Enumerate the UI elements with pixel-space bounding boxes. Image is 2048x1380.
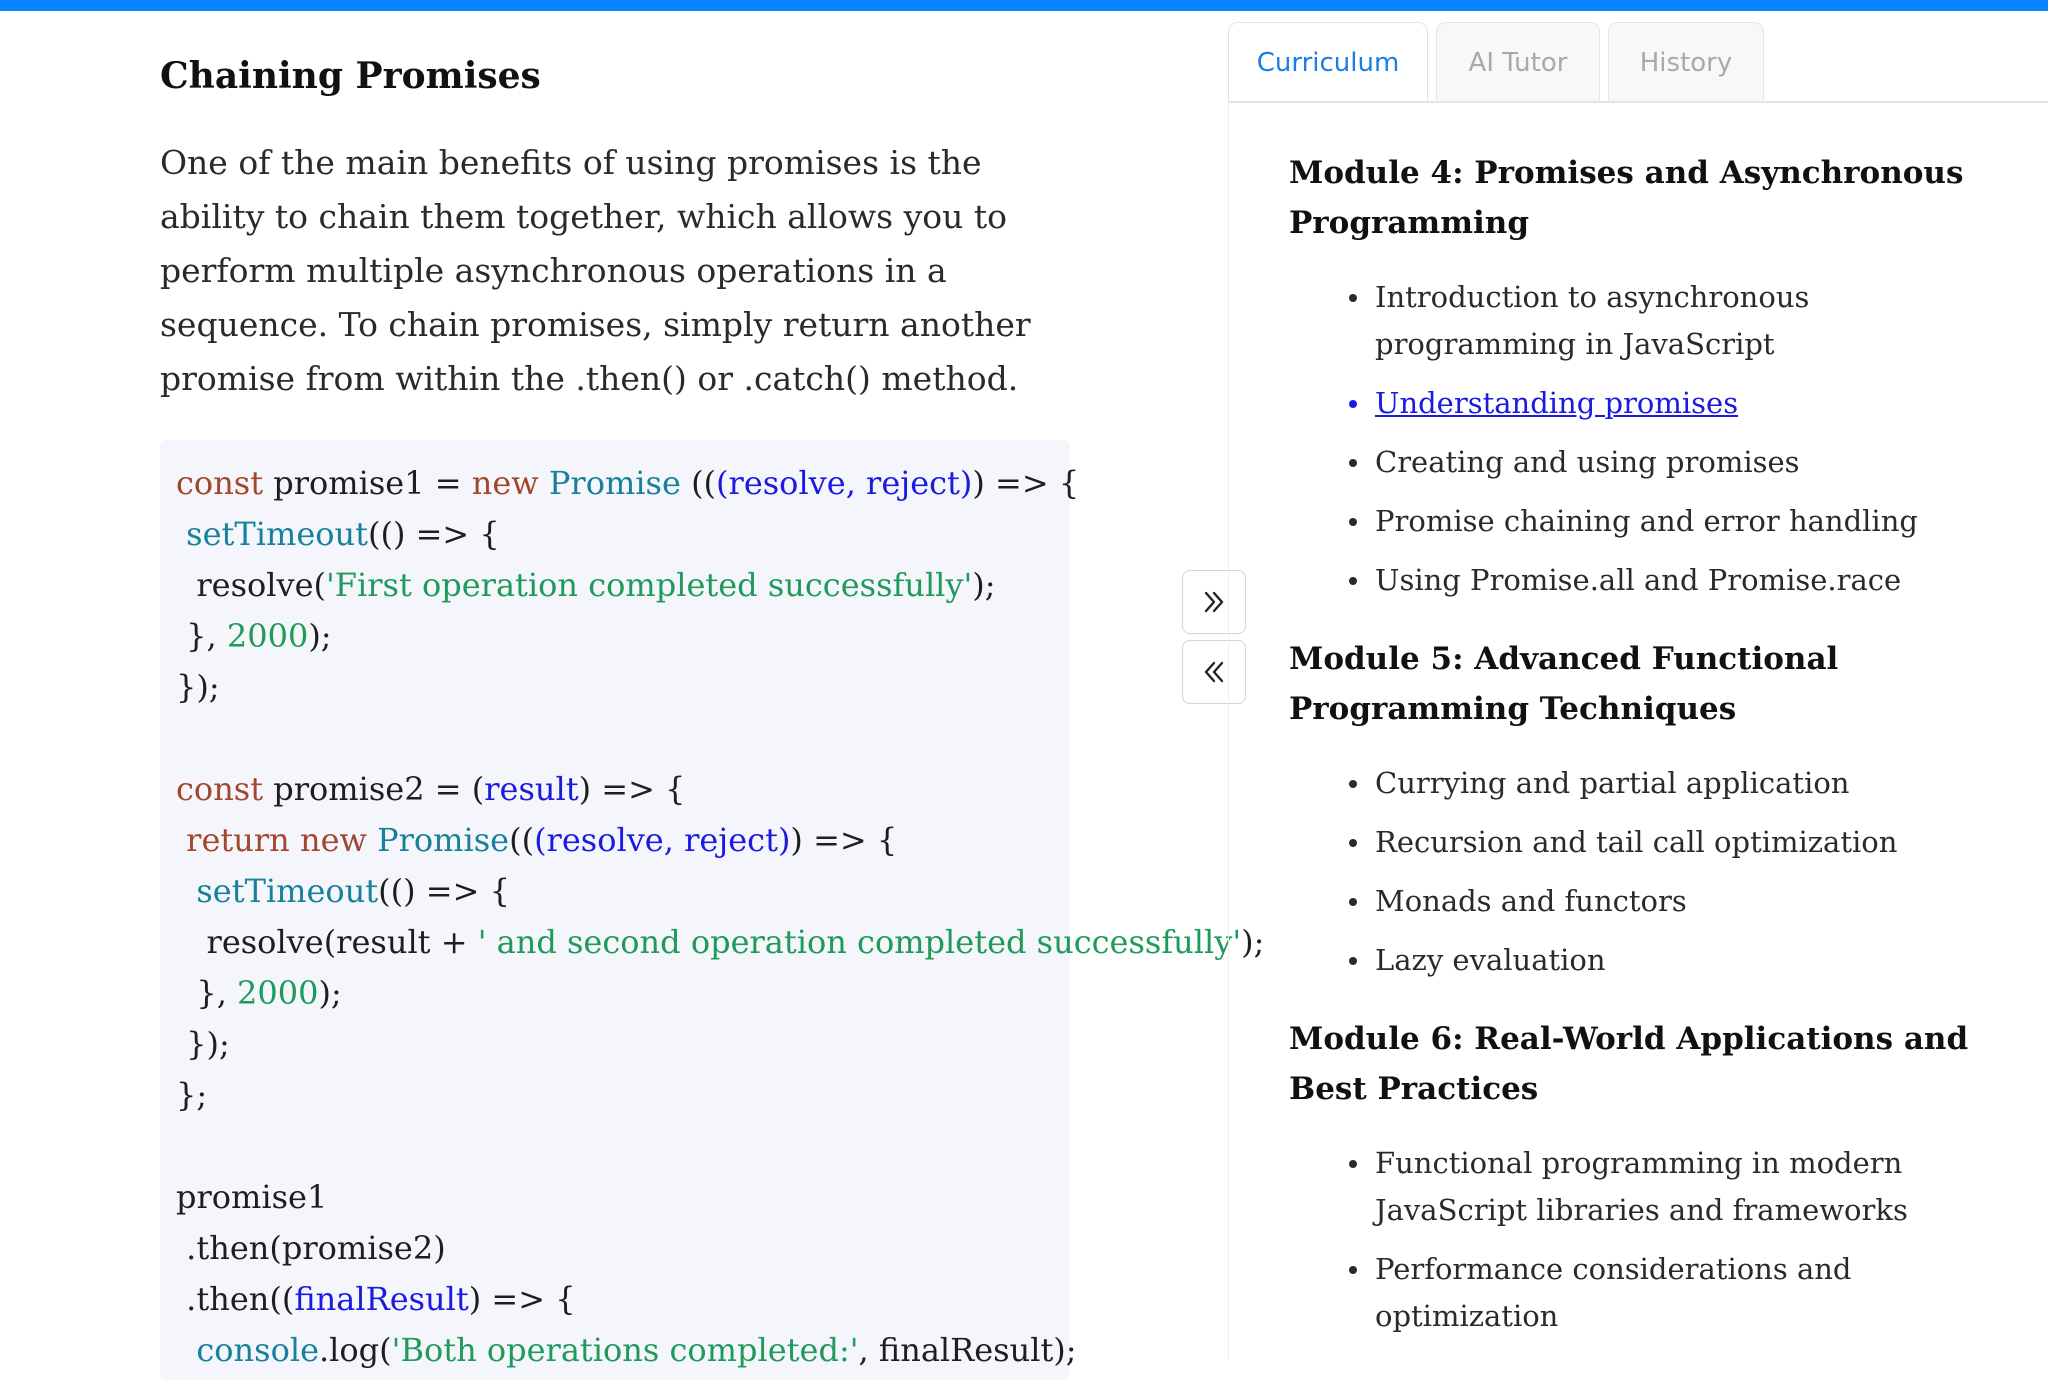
- code-line: const promise2 = (result) => {: [176, 770, 686, 808]
- lesson-item[interactable]: Introduction to asynchronous programming in JavaScript: [1349, 274, 1964, 368]
- module-lessons: [1349, 274, 2048, 604]
- code-line: }, 2000);: [196, 974, 342, 1012]
- lesson-item[interactable]: Creating and using promises: [1349, 439, 1964, 486]
- lesson-item[interactable]: Recursion and tail call optimization: [1349, 819, 1964, 866]
- code-line: [176, 713, 1070, 764]
- tab-curriculum[interactable]: Curriculum: [1228, 22, 1428, 102]
- code-line: });: [186, 1025, 230, 1063]
- module-lessons: [1349, 1140, 2048, 1340]
- code-line: resolve('First operation completed successfully');: [196, 566, 996, 604]
- lesson-item[interactable]: Functional programming in modern JavaScript libraries and frameworks: [1349, 1140, 1964, 1234]
- panel-tabs: [1228, 22, 2048, 102]
- code-line: });: [176, 668, 220, 706]
- code-line: };: [176, 1076, 208, 1114]
- code-line: .then((finalResult) => {: [186, 1280, 576, 1318]
- code-line: .then(promise2): [186, 1229, 446, 1267]
- lesson-item[interactable]: Using Promise.all and Promise.race: [1349, 557, 1964, 604]
- tab-ai-tutor[interactable]: AI Tutor: [1436, 22, 1600, 102]
- code-line: setTimeout(() => {: [186, 515, 500, 553]
- code-line: console.log('Both operations completed:', finalResult);: [196, 1331, 1077, 1369]
- code-line: promise1: [176, 1178, 328, 1216]
- code-line: setTimeout(() => {: [196, 872, 510, 910]
- lesson-item-current[interactable]: Understanding promises: [1349, 380, 1964, 427]
- lesson-title: Chaining Promises: [160, 55, 541, 97]
- code-line: const promise1 = new Promise (((resolve, reject)) => {: [176, 464, 1080, 502]
- code-line: resolve(result + ' and second operation completed successfully');: [206, 923, 1265, 961]
- lesson-content: [160, 52, 1265, 1369]
- lesson-item[interactable]: Performance considerations and optimization: [1349, 1246, 1964, 1340]
- code-line: return new Promise(((resolve, reject)) => {: [186, 821, 898, 859]
- chevrons-right-icon: [1199, 587, 1229, 617]
- lesson-item[interactable]: Lazy evaluation: [1349, 937, 1964, 984]
- tab-history[interactable]: History: [1608, 22, 1764, 102]
- module-lessons: [1349, 760, 2048, 984]
- lesson-item[interactable]: Currying and partial application: [1349, 760, 1964, 807]
- top-accent-bar: [0, 0, 2048, 11]
- curriculum-panel: [1228, 102, 2048, 1360]
- module-title: Module 6: Real-World Applications and Best Practices: [1289, 1021, 1969, 1107]
- code-line: }, 2000);: [186, 617, 332, 655]
- chevrons-left-icon: [1199, 657, 1229, 687]
- lesson-item[interactable]: Monads and functors: [1349, 878, 1964, 925]
- module-title: Module 4: Promises and Asynchronous Programming: [1289, 155, 1964, 241]
- lesson-item[interactable]: Promise chaining and error handling: [1349, 498, 1964, 545]
- code-line: [176, 1121, 1070, 1172]
- code-block: [160, 440, 1265, 1380]
- module-title: Module 5: Advanced Functional Programming Techniques: [1289, 641, 1839, 727]
- lesson-paragraph: One of the main benefits of using promises is the ability to chain them together, which allows you to perform multiple asynchronous operations in a sequence. To chain promises, simply return another promise from within the .then() or .catch() method.: [160, 143, 1031, 398]
